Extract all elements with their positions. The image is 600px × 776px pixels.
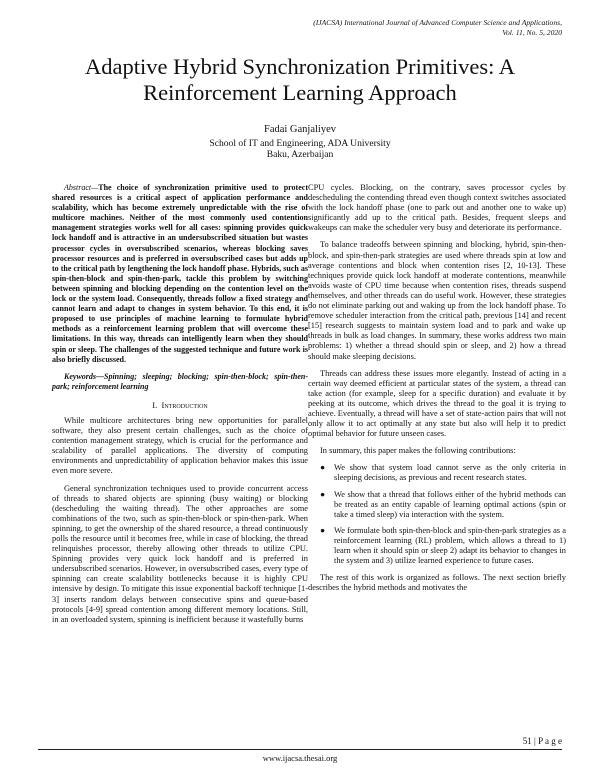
journal-url: www.ijacsa.thesai.org	[262, 753, 338, 763]
abstract-lead: Abstract—	[64, 183, 99, 192]
contributions-list	[308, 463, 566, 566]
list-item: ● We show that a thread that follows either of the hybrid methods can be treated as an entity capable of learning optimal actions (spin or take a timed sleep) via interaction with the system.	[320, 489, 566, 519]
section-number: I.	[152, 399, 158, 410]
journal-header-line-1: (IJACSA) International Journal of Advanced Computer Science and Applications,	[313, 18, 562, 27]
left-column	[52, 183, 308, 632]
abstract	[52, 183, 308, 365]
paragraph: Threads can address these issues more elegantly. Instead of acting in a certain way deemed efficient at particular states of the system, a thread can take action (for example, sleep for a specific duration) and evaluate it by peeking at its outcome, which drives the thread to the goal it is trying to achieve. Eventually, a thread will have a set of state-action pairs that will not only allow it to act optimally at any state but also will help it to predict optimal behavior for future unseen cases.	[308, 368, 566, 439]
paragraph: General synchronization techniques used to provide concurrent access of threads to shared objects are spinning (busy waiting) or blocking (descheduling the waiting thread). The other approaches are some combinations of the two, such as spin-then-block or spin-then-park. When spinning, to get the ownership of the shared resource, a thread continuously polls the resource until it becomes free, while in case of blocking, the thread relinquishes processor, thereby allowing other threads to utilize CPU. Spinning provides very quick lock handoff and is preferred in undersubscribed scenarios. However, in oversubscribed cases, every type of spinning can create scalability bottlenecks because it is highly CPU intensive by design. To mitigate this issue exponential backoff technique [1-3] inserts random delays between consecutive spins and queue-based protocols [4-9] spread contention among different memory locations. Still, in an overloaded system, spinning is inefficient because it wastefully burns	[52, 483, 308, 624]
journal-header-line-2: Vol. 11, No. 5, 2020	[502, 27, 562, 37]
right-column	[308, 183, 566, 600]
paragraph: In summary, this paper makes the following contributions:	[320, 446, 516, 456]
journal-header	[313, 18, 562, 37]
paragraph: CPU cycles. Blocking, on the contrary, saves processor cycles by descheduling the contending thread even though context switches associated with the lock handoff phase (one to park out and another one to wake up) significantly add up to the critical path. Besides, frequent sleeps and wakeups can make the scheduler very busy and deteriorate its performance.	[308, 183, 566, 233]
author-block	[40, 124, 560, 161]
paragraph: While multicore architectures bring new opportunities for parallel software, they also present certain challenges, such as the choice of contention management strategy, which is crucial for the performance and scalability of parallel applications. The diversity of computing environments and unpredictability of application behavior makes this issue even more severe.	[52, 415, 308, 476]
paragraph: The rest of this work is organized as follows. The next section briefly describes the hybrid methods and motivates the	[308, 573, 566, 593]
keywords: Keywords—Spinning; sleeping; blocking; spin-then-block; spin-then-park; reinforcement learning	[52, 371, 308, 391]
footer-divider	[38, 749, 562, 750]
author-affiliation: School of IT and Engineering, ADA University	[209, 137, 391, 149]
section-heading-introduction	[52, 400, 308, 410]
page-number: 51 | P a g e	[522, 736, 562, 746]
paragraph: To balance tradeoffs between spinning and blocking, hybrid, spin-then-block, and spin-then-park strategies are used where threads spin at low and average contentions and block when contention rises [2, 10-13]. These techniques provide quick lock handoff at moderate contentions, meanwhile avoids waste of CPU time because when contention rises, threads suspend themselves, and other threads can do useful work. However, these strategies do not eliminate parking out and waking up from the lock handoff phase. To remove scheduler interaction from the critical path, previous [14] and recent [15] research suggests to maintain system load and to park and wake up threads in bulk as load changes. In summary, these works address two main problems: 1) whether a thread should spin or sleep, and 2) how a thread should make sleeping decisions.	[308, 240, 566, 361]
bullet-icon: ●	[320, 525, 326, 535]
bullet-icon: ●	[320, 489, 326, 499]
paper-title: Adaptive Hybrid Synchronization Primitives: A Reinforcement Learning Approach	[85, 54, 515, 105]
list-item: ● We show that system load cannot serve as the only criteria in sleeping decisions, as previous and recent research states.	[320, 463, 566, 483]
author-name: Fadai Ganjaliyev	[263, 124, 337, 135]
section-title: Introduction	[161, 399, 208, 410]
bullet-icon: ●	[320, 463, 326, 473]
list-item: ● We formulate both spin-then-block and spin-then-park strategies as a reinforcement learning (RL) problem, which allows a thread to 1) learn when it should spin or sleep 2) adapt its behavior to changes in the system and 3) utilize learned experience to future cases.	[320, 525, 566, 566]
author-location: Baku, Azerbaijan	[266, 149, 334, 160]
abstract-text: The choice of synchronization primitive used to protect shared resources is a critical aspect of application performance and scalability, which has become extremely unpredictable with the rise of multicore machines. Neither of the most commonly used contention management strategies works well for all cases: spinning provides quick lock handoff and is attractive in an undersubscribed situation but wastes processor cycles in oversubscribed scenarios, whereas blocking saves processor resources and is preferred in oversubscribed cases but adds up to the critical path by lengthening the lock handoff phase. Hybrids, such as spin-then-block and spin-then-park, tackle this problem by switching between spinning and blocking depending on the contention level on the lock or the system load. Consequently, threads follow a fixed strategy and cannot learn and adapt to changes in system behavior. To this end, it is proposed to use principles of machine learning to formulate hybrid methods as a reinforcement learning problem that will overcome these limitations. In this way, threads can intelligently learn when they should spin or sleep. The challenges of the suggested technique and future work is also briefly discussed.	[52, 183, 308, 364]
